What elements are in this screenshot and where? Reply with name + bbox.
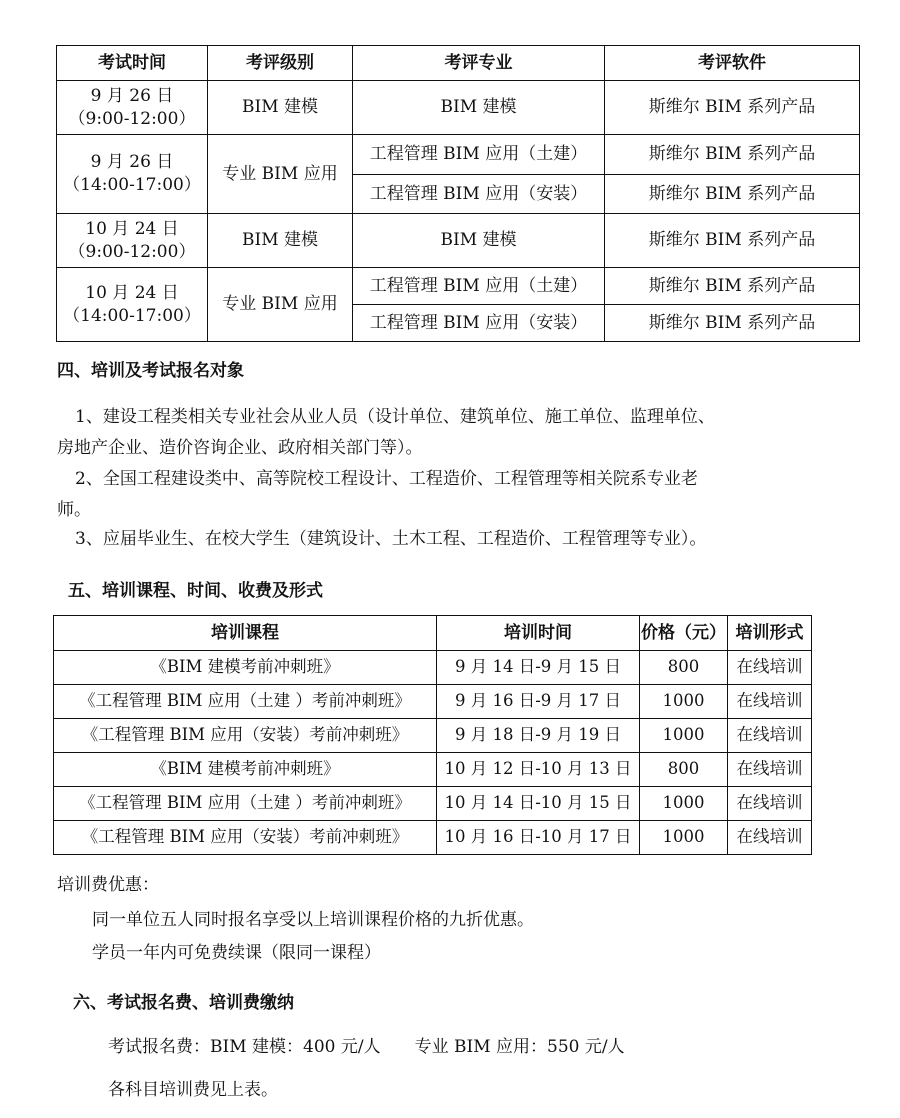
exam-time-cell: [57, 268, 208, 342]
training-header-price: 价格（元）: [640, 616, 728, 651]
section-4-item-1-line-2: 房地产企业、造价咨询企业、政府相关部门等）。: [57, 438, 423, 458]
exam-table-header-row: [57, 46, 860, 81]
training-price-cell: 1000: [640, 787, 728, 821]
training-time-cell: 10 月 14 日-10 月 15 日: [437, 787, 640, 821]
training-form-cell: 在线培训: [728, 787, 812, 821]
training-course-cell: 《工程管理 BIM 应用（土建 ）考前冲刺班》: [54, 685, 437, 719]
exam-time-cell: [57, 135, 208, 214]
training-table-header-row: [54, 616, 812, 651]
table-row: [54, 753, 812, 787]
table-row: [54, 719, 812, 753]
section-4-item-2-line-2: 师。: [57, 500, 91, 520]
exam-date: 10 月 24 日: [85, 218, 179, 239]
table-row: [57, 81, 860, 135]
exam-major-cell: 工程管理 BIM 应用（土建）: [353, 135, 605, 175]
section-4-item-2: [57, 464, 698, 526]
exam-major-cell: 工程管理 BIM 应用（土建）: [353, 268, 605, 305]
exam-time-cell: [57, 214, 208, 268]
discount-item-1: 同一单位五人同时报名享受以上培训课程价格的九折优惠。: [92, 910, 534, 930]
exam-software-cell: 斯维尔 BIM 系列产品: [605, 81, 860, 135]
exam-header-software: 考评软件: [605, 46, 860, 81]
training-time-cell: 9 月 16 日-9 月 17 日: [437, 685, 640, 719]
exam-fee-line: 考试报名费：BIM 建模：400 元/人 专业 BIM 应用：550 元/人: [108, 1037, 625, 1057]
training-header-form: 培训形式: [728, 616, 812, 651]
exam-date: 10 月 24 日: [85, 282, 179, 303]
training-price-cell: 800: [640, 753, 728, 787]
training-course-cell: 《工程管理 BIM 应用（土建 ）考前冲刺班》: [54, 787, 437, 821]
training-form-cell: 在线培训: [728, 753, 812, 787]
exam-header-time: 考试时间: [57, 46, 208, 81]
table-row: [57, 135, 860, 175]
table-row: [54, 651, 812, 685]
exam-level-cell: 专业 BIM 应用: [208, 135, 353, 214]
exam-software-cell: 斯维尔 BIM 系列产品: [605, 214, 860, 268]
exam-date: 9 月 26 日: [90, 152, 174, 173]
table-row: [57, 214, 860, 268]
section-5-heading: 五、培训课程、时间、收费及形式: [68, 581, 323, 601]
exam-header-level: 考评级别: [208, 46, 353, 81]
table-row: [57, 268, 860, 305]
exam-major-cell: 工程管理 BIM 应用（安装）: [353, 305, 605, 342]
exam-level-cell: BIM 建模: [208, 81, 353, 135]
exam-hours: （14:00-17:00）: [63, 175, 201, 195]
exam-hours: （9:00-12:00）: [68, 241, 196, 262]
exam-software-cell: 斯维尔 BIM 系列产品: [605, 175, 860, 214]
training-header-time: 培训时间: [437, 616, 640, 651]
table-row: [54, 821, 812, 855]
exam-major-cell: BIM 建模: [353, 81, 605, 135]
training-time-cell: 10 月 12 日-10 月 13 日: [437, 753, 640, 787]
exam-hours: （9:00-12:00）: [68, 108, 196, 129]
exam-hours: （14:00-17:00）: [63, 305, 201, 326]
section-4-item-1-line-1: 1、建设工程类相关专业社会从业人员（设计单位、建筑单位、施工单位、监理单位、: [75, 407, 715, 427]
table-row: [54, 685, 812, 719]
exam-software-cell: 斯维尔 BIM 系列产品: [605, 135, 860, 175]
exam-major-cell: BIM 建模: [353, 214, 605, 268]
exam-major-cell: 工程管理 BIM 应用（安装）: [353, 175, 605, 214]
exam-software-cell: 斯维尔 BIM 系列产品: [605, 305, 860, 342]
training-form-cell: 在线培训: [728, 651, 812, 685]
training-course-cell: 《BIM 建模考前冲刺班》: [54, 753, 437, 787]
exam-date: 9 月 26 日: [90, 85, 174, 106]
section-4-heading: 四、培训及考试报名对象: [57, 361, 244, 381]
training-time-cell: 9 月 14 日-9 月 15 日: [437, 651, 640, 685]
table-row: [54, 787, 812, 821]
exam-software-cell: 斯维尔 BIM 系列产品: [605, 268, 860, 305]
training-form-cell: 在线培训: [728, 821, 812, 855]
exam-level-cell: 专业 BIM 应用: [208, 268, 353, 342]
training-course-cell: 《工程管理 BIM 应用（安装）考前冲刺班》: [54, 719, 437, 753]
training-price-cell: 1000: [640, 719, 728, 753]
training-fee-note: 各科目培训费见上表。: [108, 1080, 278, 1100]
training-price-cell: 1000: [640, 685, 728, 719]
training-form-cell: 在线培训: [728, 719, 812, 753]
training-form-cell: 在线培训: [728, 685, 812, 719]
section-4-item-3: [57, 524, 706, 555]
exam-header-major: 考评专业: [353, 46, 605, 81]
exam-schedule-table: [56, 45, 860, 342]
section-6-heading: 六、考试报名费、培训费缴纳: [73, 993, 294, 1013]
training-course-cell: 《工程管理 BIM 应用（安装）考前冲刺班》: [54, 821, 437, 855]
training-header-course: 培训课程: [54, 616, 437, 651]
section-4-item-1: [57, 402, 715, 464]
training-course-cell: 《BIM 建模考前冲刺班》: [54, 651, 437, 685]
exam-time-cell: [57, 81, 208, 135]
discount-title: 培训费优惠：: [57, 875, 159, 895]
training-time-cell: 9 月 18 日-9 月 19 日: [437, 719, 640, 753]
discount-item-2: 学员一年内可免费续课（限同一课程）: [92, 943, 381, 963]
training-course-table: [53, 615, 812, 855]
section-4-item-2-line-1: 2、全国工程建设类中、高等院校工程设计、工程造价、工程管理等相关院系专业老: [75, 469, 698, 489]
training-time-cell: 10 月 16 日-10 月 17 日: [437, 821, 640, 855]
section-4-item-3-line-1: 3、应届毕业生、在校大学生（建筑设计、土木工程、工程造价、工程管理等专业）。: [75, 529, 707, 549]
training-price-cell: 1000: [640, 821, 728, 855]
training-price-cell: 800: [640, 651, 728, 685]
exam-level-cell: BIM 建模: [208, 214, 353, 268]
